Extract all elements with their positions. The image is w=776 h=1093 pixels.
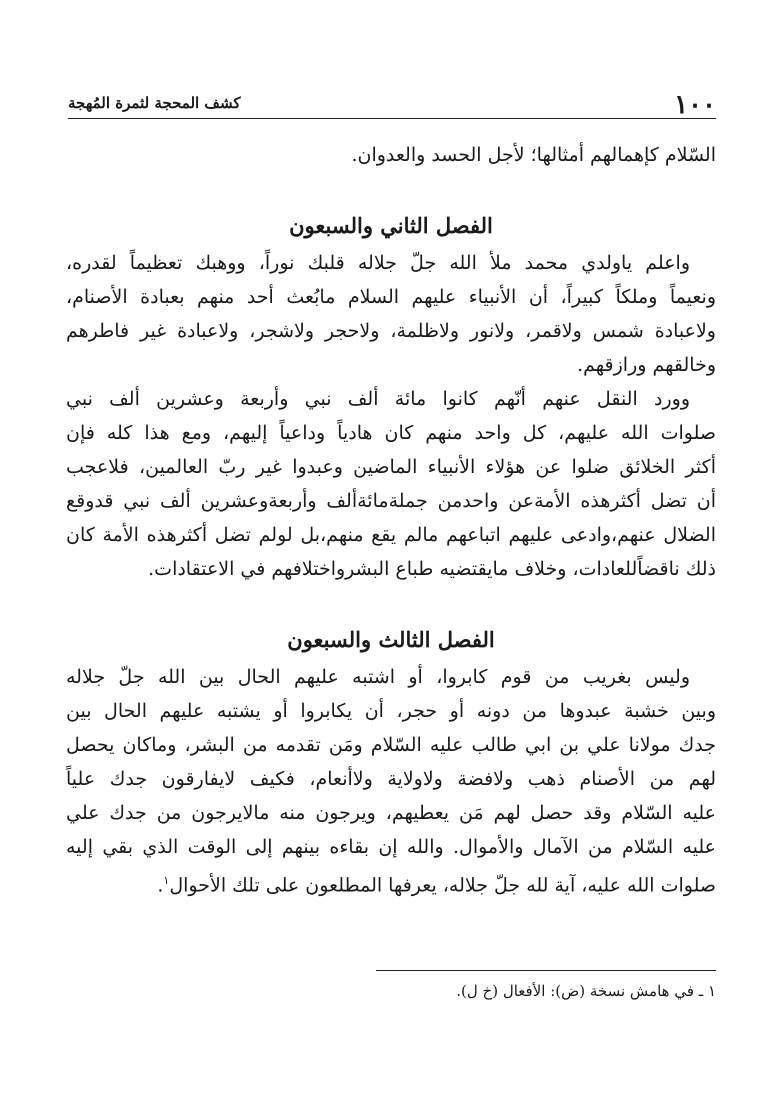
page-header	[68, 86, 716, 119]
footnote-divider	[376, 970, 716, 971]
page-number: ١٠٠	[674, 90, 716, 120]
intro-line: السّلام كإهمالهم أمثالها؛ لأجل الحسد والعدوان.	[351, 144, 716, 166]
paragraph-line: واعلم ياولدي محمد ملأ الله جلّ جلاله قلبك نوراً، ووهبك تعظيماً لقدره،	[66, 252, 690, 274]
paragraph-line-text: صلوات الله عليه، آية لله جلّ جلاله، يعرفها المطلعون على تلك الأحوال	[169, 874, 716, 897]
end-mark: .	[157, 874, 164, 897]
paragraph-line: وليس بغريب من قوم كابروا، أو اشتبه عليهم الحال بين الله جلّ جلاله	[66, 666, 690, 688]
footnote-reference: ١	[163, 874, 170, 887]
paragraph-line: صلوات الله عليهم، كل واحد منهم كان هادياً وداعياً إليهم، ومع هذا كله فإن	[66, 422, 716, 444]
page-body	[66, 138, 716, 898]
paragraph-line: جدك مولانا علي بن ابي طالب عليه السّلام ومَن تقدمه من البشر، وماكان يحصل	[66, 734, 716, 756]
paragraph-line: ولاعبادة شمس ولاقمر، ولانور ولاظلمة، ولاحجر ولاشجر، ولاعبادة غير فاطرهم	[66, 320, 716, 342]
paragraph-line: أن تضل أكثرهذه الأمةعن واحدمن جملةمائةألف وأربعةوعشرين ألف نبي قدوقع	[66, 490, 716, 512]
paragraph-line: وورد النقل عنهم أنّهم كانوا مائة ألف نبي وأربعة وعشرين ألف نبي	[66, 388, 690, 410]
paragraph-line: ونعيماً وملكاً كبيراً، أن الأنبياء عليهم السلام مابُعث أحد منهم بعبادة الأصنام،	[66, 286, 716, 308]
paragraph-line: الضلال عنهم،وادعى عليهم اتباعهم مالم يقع منهم،بل لولم تضل أكثرهذه الأمة كان	[66, 524, 716, 546]
paragraph-line: عليه السّلام وقد حصل لهم مَن يعطيهم، ويرجون منه مالايرجون من جدك علي	[66, 802, 716, 824]
running-title: كشف المحجة لثمرة المُهجة	[68, 94, 241, 112]
paragraph-line: أكثر الخلائق ضلوا عن هؤلاء الأنبياء الماضين وعبدوا غير ربّ العالمين، فلاعجب	[66, 456, 716, 478]
paragraph-line: وخالقهم ورازقهم.	[577, 354, 716, 376]
spacer	[66, 172, 716, 206]
paragraph-line: وبين خشبة عبدوها من دونه أو حجر، أن يكابروا أو يشتبه عليهم الحال بين	[66, 700, 716, 722]
footnote: ١ ـ في هامش نسخة (ض): الأفعال (خ ل).	[456, 982, 716, 1000]
paragraph-line: لهم من الأصنام ذهب ولافضة ولاولاية ولاأنعام، فكيف لايفارقون جدك علياً	[66, 768, 716, 790]
paragraph-line-final	[66, 864, 716, 898]
paragraph-line: عليه السّلام من الآمال والأموال. والله إن بقاءه بينهم إلى الوقت الذي بقي إليه	[66, 836, 716, 858]
paragraph-line: ذلك ناقضاًللعادات، وخلاف مايقتضيه طباع البشرواختلافهم في الاعتقادات.	[148, 558, 716, 580]
section-heading-73: الفصل الثالث والسبعون	[287, 627, 495, 652]
spacer	[66, 586, 716, 620]
section-heading-72: الفصل الثاني والسبعون	[289, 213, 493, 238]
